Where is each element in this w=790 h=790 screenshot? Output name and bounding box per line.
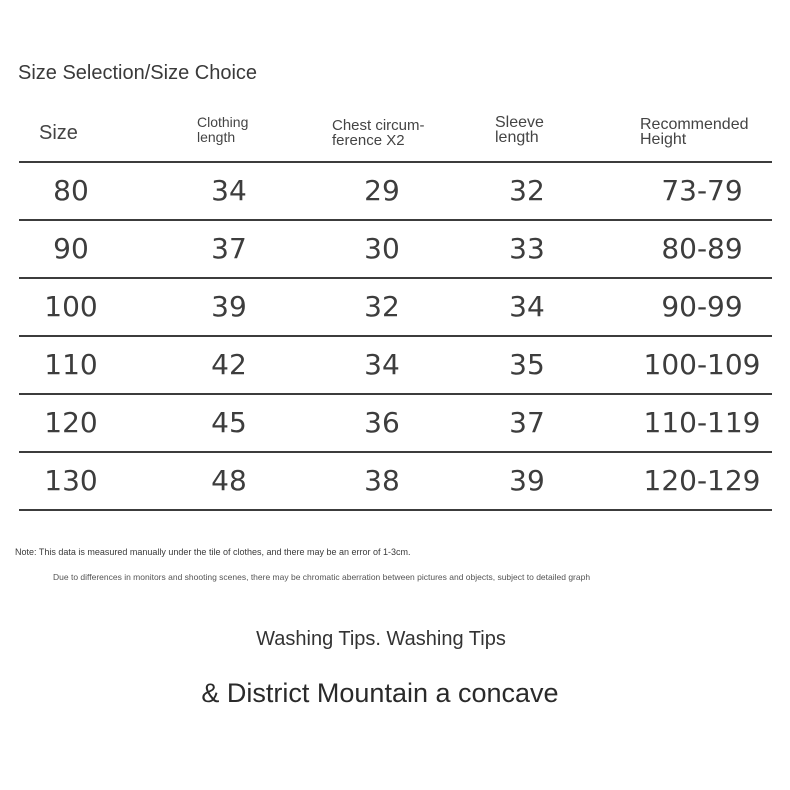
- header-height-line1: Recommended: [640, 116, 749, 133]
- table-header-row: [19, 100, 772, 163]
- cell-size: 80: [53, 174, 89, 207]
- header-chest-line2: ference X2: [332, 132, 405, 149]
- page-title: Size Selection/Size Choice: [18, 62, 258, 84]
- cell-clothing-length: 34: [211, 174, 247, 207]
- table-row: [19, 279, 772, 337]
- cell-sleeve: 32: [509, 174, 545, 207]
- header-chest-circumference: [332, 118, 425, 148]
- table-row: [19, 453, 772, 511]
- cell-sleeve: 37: [509, 406, 545, 439]
- washing-tips-heading: [0, 628, 790, 651]
- cell-size: 110: [44, 348, 98, 381]
- cell-size: 100: [44, 290, 98, 323]
- cell-sleeve: 35: [509, 348, 545, 381]
- size-table: [19, 100, 772, 511]
- header-sleeve-length: [495, 115, 544, 145]
- color-difference-note: Due to differences in monitors and shooting scenes, there may be chromatic aberration between pictures and objects, subject to detailed graph: [53, 572, 591, 582]
- cell-clothing-length: 42: [211, 348, 247, 381]
- cell-height: 90-99: [661, 290, 743, 323]
- header-clothing-length-line2: length: [197, 129, 236, 145]
- washing-tips-text: Washing Tips. Washing Tips: [256, 628, 506, 650]
- cell-chest: 30: [364, 232, 400, 265]
- cell-sleeve: 39: [509, 464, 545, 497]
- header-size: Size: [39, 122, 78, 144]
- table-row: [19, 395, 772, 453]
- cell-chest: 32: [364, 290, 400, 323]
- cell-chest: 34: [364, 348, 400, 381]
- cell-clothing-length: 45: [211, 406, 247, 439]
- cell-size: 120: [44, 406, 98, 439]
- header-chest-line1: Chest circum-: [332, 117, 425, 134]
- header-recommended-height: [640, 117, 749, 147]
- cell-height: 73-79: [661, 174, 743, 207]
- cell-chest: 29: [364, 174, 400, 207]
- cell-clothing-length: 39: [211, 290, 247, 323]
- cell-sleeve: 34: [509, 290, 545, 323]
- table-row: [19, 337, 772, 395]
- cell-height: 100-109: [643, 348, 761, 381]
- header-height-line2: Height: [640, 131, 687, 148]
- subtitle: [0, 678, 790, 709]
- cell-height: 110-119: [643, 406, 761, 439]
- cell-chest: 36: [364, 406, 400, 439]
- cell-clothing-length: 48: [211, 464, 247, 497]
- header-sleeve-line2: length: [495, 129, 539, 146]
- header-clothing-length: [197, 115, 248, 145]
- cell-size: 130: [44, 464, 98, 497]
- cell-clothing-length: 37: [211, 232, 247, 265]
- subtitle-text: & District Mountain a concave: [201, 678, 559, 708]
- cell-height: 80-89: [661, 232, 743, 265]
- measurement-note: Note: This data is measured manually under the tile of clothes, and there may be an error of 1-3cm.: [15, 547, 411, 557]
- header-clothing-length-line1: Clothing: [197, 114, 249, 130]
- cell-sleeve: 33: [509, 232, 545, 265]
- header-sleeve-line1: Sleeve: [495, 114, 544, 131]
- table-row: [19, 221, 772, 279]
- cell-chest: 38: [364, 464, 400, 497]
- table-row: [19, 163, 772, 221]
- cell-size: 90: [53, 232, 89, 265]
- cell-height: 120-129: [643, 464, 761, 497]
